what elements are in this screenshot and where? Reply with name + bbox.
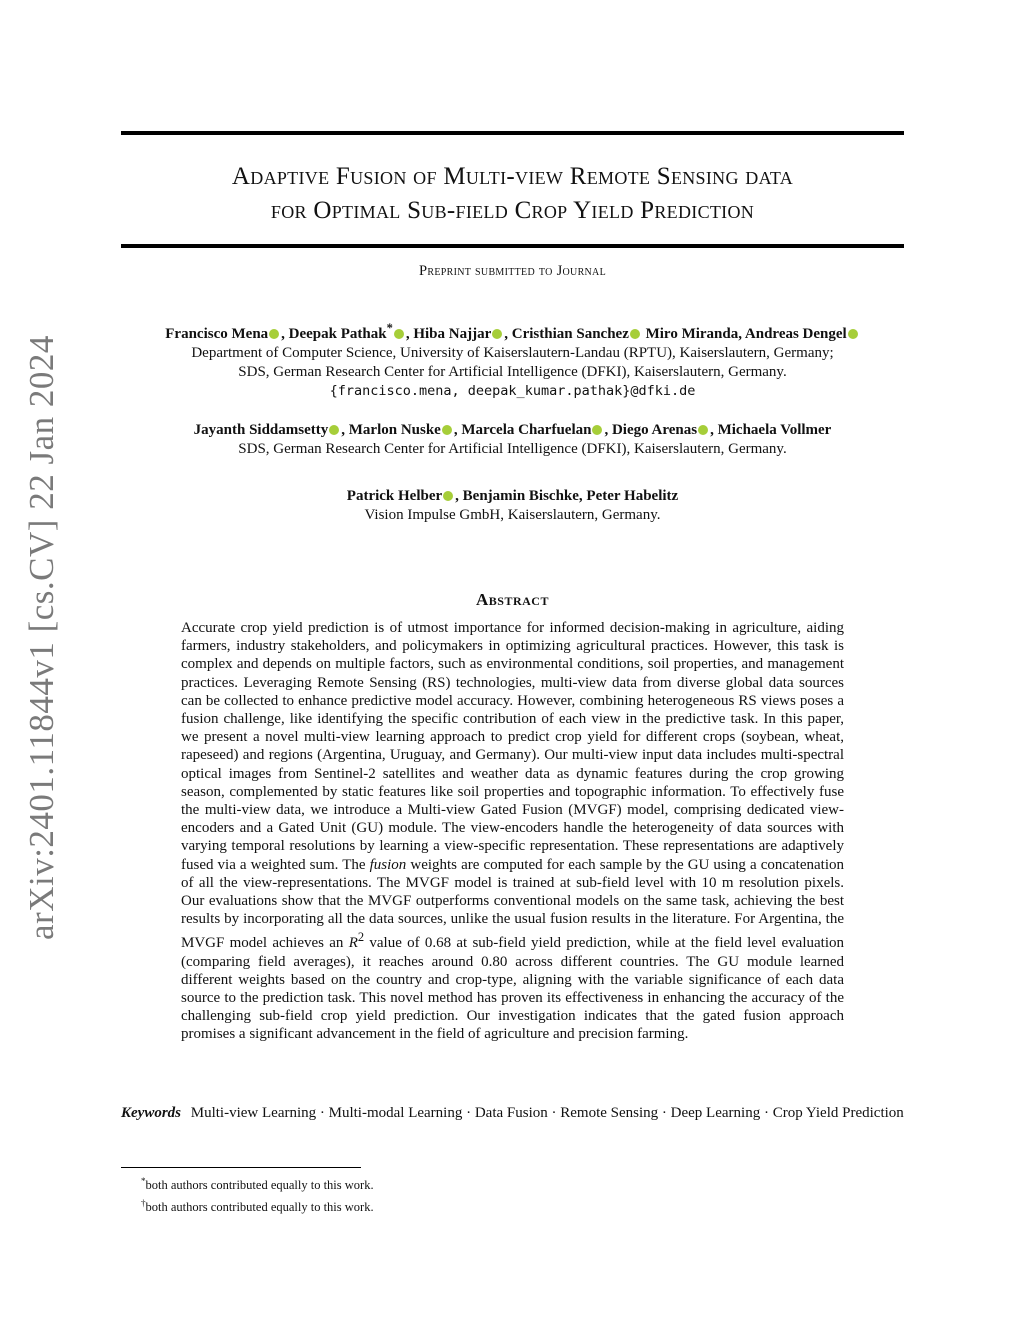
preprint-subtitle: Preprint submitted to Journal: [419, 263, 606, 279]
footnote-rule: [121, 1167, 361, 1168]
title-line-1: Adaptive Fusion of Multi-view Remote Sensing data: [231, 163, 794, 190]
author-name: Benjamin Bischke, Peter Habelitz: [462, 488, 679, 504]
author-name: Francisco Mena: [165, 326, 269, 342]
keywords-list: Multi-view Learning · Multi-modal Learning · Data Fusion · Remote Sensing · Deep Learning · Crop Yield Prediction: [190, 1105, 904, 1121]
r-squared-symbol: R: [348, 935, 358, 952]
author-names: Patrick Helber , Benjamin Bischke, Peter Habelitz: [346, 488, 679, 504]
abstract-text: weights are computed for each sample by the GU using a concatenation of all the view-representations. The MVGF model is trained at sub-field level with 10 m resolution pixels. Our evaluations show that the MVGF outperforms conventional models on the same task, achieving the best results by incorporating all the data sources, unlike the usual fusion results in the literature. For Argentina, the MVGF model achieves an: [181, 856, 844, 952]
author-group-1: [121, 319, 904, 401]
author-group-3: [121, 487, 904, 525]
orcid-icon[interactable]: [848, 329, 858, 339]
footnote: [141, 1172, 374, 1194]
keywords-section: [121, 1104, 904, 1123]
author-name: Deepak Pathak: [288, 326, 387, 342]
author-name: Cristhian Sanchez: [511, 326, 629, 342]
orcid-icon[interactable]: [329, 425, 339, 435]
affiliation-line: SDS, German Research Center for Artificial Intelligence (DFKI), Kaiserslautern, Germany.: [238, 441, 787, 457]
orcid-icon[interactable]: [492, 329, 502, 339]
orcid-icon[interactable]: [630, 329, 640, 339]
author-name: Jayanth Siddamsetty: [193, 422, 329, 438]
author-names: Jayanth Siddamsetty , Marlon Nuske , Marcela Charfuelan , Diego Arenas , Michaela Vollmer: [193, 422, 832, 438]
author-email: {francisco.mena, deepak_kumar.pathak}@dfki.de: [329, 383, 696, 399]
abstract-heading: Abstract: [476, 590, 549, 609]
keywords-label: Keywords: [121, 1105, 181, 1121]
author-name: Hiba Najjar: [413, 326, 492, 342]
footnote-mark: *: [141, 1176, 146, 1186]
author-name: Marlon Nuske: [348, 422, 441, 438]
title-top-rule: [121, 131, 904, 135]
footnote: [141, 1194, 374, 1216]
title-line-2: for Optimal Sub-field Crop Yield Prediction: [270, 197, 755, 224]
author-name: Michaela Vollmer: [717, 422, 832, 438]
orcid-icon[interactable]: [443, 491, 453, 501]
footnote-text: both authors contributed equally to this work.: [145, 1178, 374, 1193]
orcid-icon[interactable]: [394, 329, 404, 339]
affiliation-line: Vision Impulse GmbH, Kaiserslautern, Germany.: [364, 507, 661, 523]
abstract-text: Accurate crop yield prediction is of utmost importance for informed decision-making in agriculture, aiding farmers, industry stakeholders, and policymakers in optimizing agricultural practices. However, this task is complex and depends on multiple factors, such as environmental conditions, soil properties, and management practices. Leveraging Remote Sensing (RS) technologies, multi-view data from diverse global data sources can be collected to enhance predictive model accuracy. However, combining heterogeneous RS views poses a fusion challenge, like identifying the specific contribution of each view in the predictive task. In this paper, we present a novel multi-view learning approach to predict crop yield for different crops (soybean, wheat, rapeseed) and regions (Argentina, Uruguay, and Germany). Our multi-view input data includes multi-spectral optical images from Sentinel-2 satellites and weather data as dynamic features during the crop growing season, complemented by static features like soil properties and topographic information. To effectively fuse the multi-view data, we introduce a Multi-view Gated Fusion (MVGF) model, comprising dedicated view-encoders and a Gated Unit (GU) module. The view-encoders handle the heterogeneity of data sources with varying temporal resolutions by learning a view-specific representation. These representations are adaptively fused via a weighted sum. The: [181, 620, 844, 873]
orcid-icon[interactable]: [698, 425, 708, 435]
paper-title: [121, 160, 904, 228]
abstract-body: [181, 619, 844, 1044]
author-names: Francisco Mena , Deepak Pathak* , Hiba Najjar , Cristhian Sanchez Miro Miranda, Andreas Dengel: [121, 319, 904, 344]
author-name: Diego Arenas: [611, 422, 698, 438]
footnotes: [141, 1172, 374, 1216]
orcid-icon[interactable]: [442, 425, 452, 435]
footnote-mark: †: [141, 1198, 146, 1209]
orcid-icon[interactable]: [269, 329, 279, 339]
author-name: Miro Miranda, Andreas Dengel: [645, 326, 847, 342]
r-squared-exponent: 2: [357, 930, 365, 945]
abstract-italic-term: fusion: [369, 856, 407, 873]
abstract-text: value of 0.68 at sub-field yield prediction, while at the field level evaluation (comparing field averages), it reaches around 0.80 across different countries. The GU module learned different weights based on the country and crop-type, aligning with the variable significance of each data source to the prediction task. This novel method has proven its effectiveness in enhancing the accuracy of the challenging sub-field crop yield prediction. Our investigation indicates that the gated fusion approach promises a significant advancement in the field of agriculture and precision farming.: [181, 935, 845, 1043]
author-name: Patrick Helber: [346, 488, 443, 504]
author-name: Marcela Charfuelan: [461, 422, 592, 438]
title-bottom-rule: [121, 244, 904, 248]
footnote-mark: *: [386, 321, 393, 335]
footnote-text: both authors contributed equally to this work.: [145, 1200, 374, 1215]
author-group-2: [121, 421, 904, 459]
affiliation-line: Department of Computer Science, University of Kaiserslautern-Landau (RPTU), Kaiserslautern, Germany;: [191, 345, 834, 361]
affiliation-line: SDS, German Research Center for Artificial Intelligence (DFKI), Kaiserslautern, Germany.: [238, 364, 787, 380]
arxiv-identifier: arXiv:2401.11844v1 [cs.CV] 22 Jan 2024: [22, 335, 61, 940]
orcid-icon[interactable]: [592, 425, 602, 435]
